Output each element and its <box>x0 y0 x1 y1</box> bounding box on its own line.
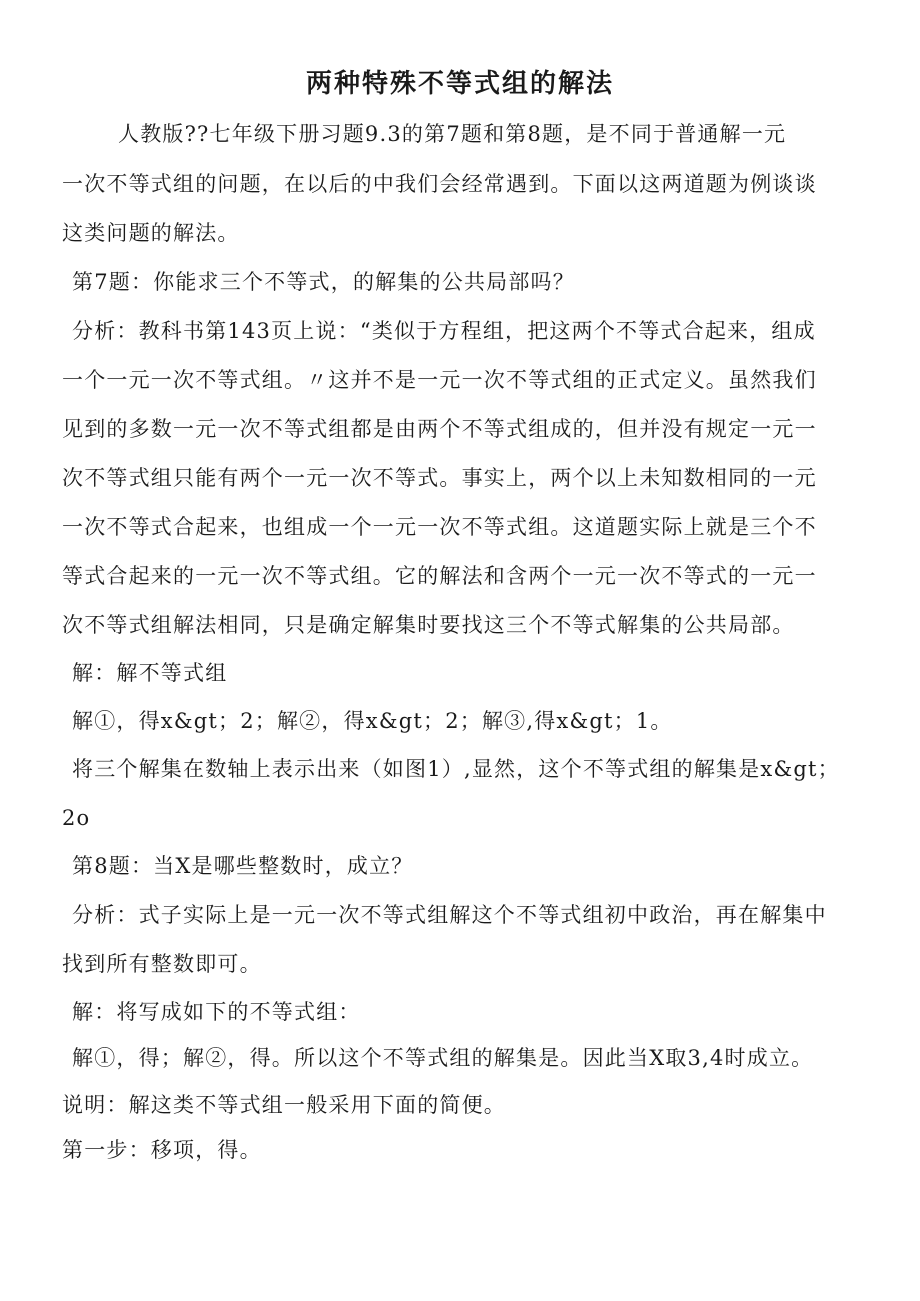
paragraph-line-1: 人教版??七年级下册习题9.3的第7题和第8题，是不同于普通解一元 <box>118 122 787 146</box>
solution-line-3: 将三个解集在数轴上表示出来（如图1）,显然，这个不等式组的解集是x&gt； <box>72 757 840 781</box>
solution-8-line-1: 解：将写成如下的不等式组： <box>72 1000 361 1024</box>
analysis-line-1: 分析：教科书第143页上说：“类似于方程组，把这两个不等式合起来，组成 <box>72 319 816 343</box>
analysis-line-2: 一个一元一次不等式组。〃这并不是一元一次不等式组的正式定义。虽然我们 <box>62 368 817 392</box>
analysis-line-7: 次不等式组解法相同，只是确定解集时要找这三个不等式解集的公共局部。 <box>62 613 795 637</box>
problem-7-statement: 第7题：你能求三个不等式，的解集的公共局部吗？ <box>72 270 575 294</box>
note-line: 说明：解这类不等式组一般采用下面的简便。 <box>62 1093 506 1117</box>
problem-8-statement: 第8题：当X是哪些整数时，成立？ <box>72 854 414 878</box>
analysis-line-5: 一次不等式合起来，也组成一个一元一次不等式组。这道题实际上就是三个不 <box>62 515 817 539</box>
analysis-line-4: 次不等式组只能有两个一元一次不等式。事实上，两个以上未知数相同的一元 <box>62 466 817 490</box>
analysis-line-3: 见到的多数一元一次不等式组都是由两个不等式组成的，但并没有规定一元一 <box>62 417 817 441</box>
analysis-8-line-1: 分析：式子实际上是一元一次不等式组解这个不等式组初中政治，再在解集中 <box>72 903 827 927</box>
solution-line-1: 解：解不等式组 <box>72 661 228 685</box>
solution-line-2: 解①，得x&gt；2；解②，得x&gt；2；解③,得x&gt；1。 <box>72 709 673 733</box>
analysis-8-line-2: 找到所有整数即可。 <box>62 952 262 976</box>
paragraph-line-2: 一次不等式组的问题，在以后的中我们会经常遇到。下面以这两道题为例谈谈 <box>62 172 817 196</box>
analysis-line-6: 等式合起来的一元一次不等式组。它的解法和含两个一元一次不等式的一元一 <box>62 564 817 588</box>
solution-8-line-2: 解①，得；解②，得。所以这个不等式组的解集是。因此当X取3,4时成立。 <box>72 1046 814 1070</box>
solution-line-4: 2o <box>62 806 91 830</box>
document-title: 两种特殊不等式组的解法 <box>305 69 614 99</box>
paragraph-line-3: 这类问题的解法。 <box>62 221 240 245</box>
step-one-line: 第一步：移项，得。 <box>62 1138 262 1162</box>
